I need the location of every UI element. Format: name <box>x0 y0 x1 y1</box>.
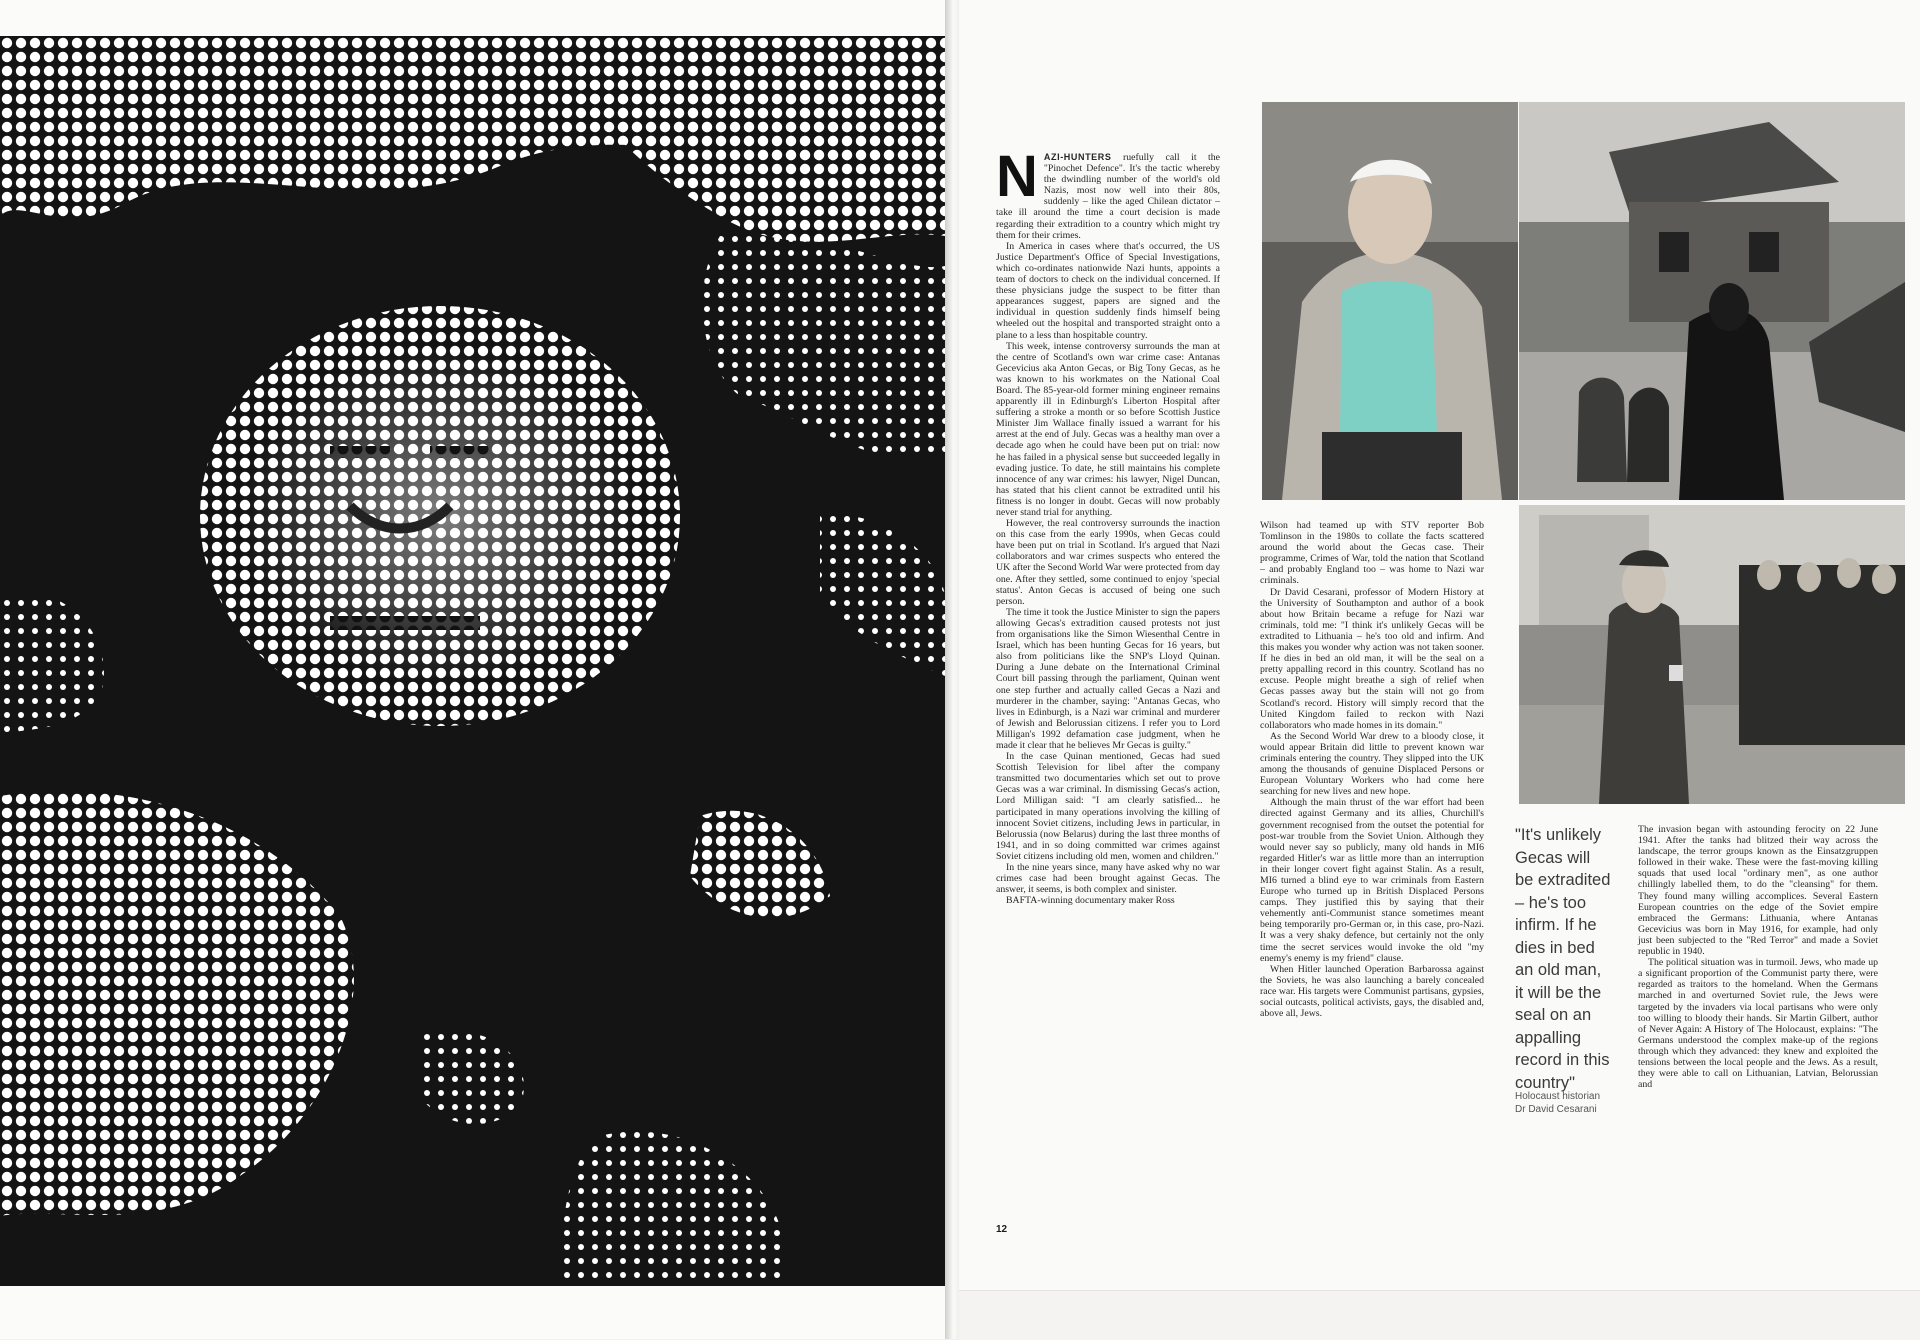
paragraph: The invasion began with astounding ferocity on 22 June 1941. After the tanks had blitzed their way across the landscape, the terror groups known as the Einsatzgruppen followed in their wake. These were the fast-moving killing squads that used local "ordinary men", as one author chillingly labelled them, to do the "cleansing" for them. They found many willing accomplices. Several Eastern European countries on the edge of the Soviet empire embraced the Germans: Lithuania, where Antanas Gecevicius was born in May 1916, for example, had only just been subjected to the "Red Terror" and made a Soviet republic in 1940. <box>1638 824 1878 958</box>
paragraph: As the Second World War drew to a bloody close, it would appear Britain did little to prevent known war criminals entering the country. They slipped into the UK among the thousands of genuine Displaced Persons or European Voluntary Workers who had come here searching for new lives and new hope. <box>1260 730 1484 798</box>
pull-quote-credit <box>1515 1090 1625 1116</box>
pull-quote-credit-role: Holocaust historian <box>1515 1091 1601 1102</box>
paragraph: Although the main thrust of the war effort had been directed against Germany and its allies, Churchill's government recognised from the outset the potential for post-war trouble from the Soviet Union. Although they would never say so publicly, many old hands in MI6 regarded Hitler's war as little more than an interruption in their longer covert fight against Stalin. As a result, MI6 turned a blind eye to war criminals from Eastern Europe who turned up in British Displaced Persons camps. They justified this by saying that their vehemently anti-Communist stance sometimes meant being temporarily pro-German or, in this case, pro-Nazi. It was a very shaky defence, but certainly not the only time the secret services would invoke the old "my enemy's enemy is my friend" clause. <box>1260 797 1484 964</box>
lead-in: AZI-HUNTERS <box>1043 152 1112 162</box>
article-column-1 <box>996 144 1220 1204</box>
pull-quote-credit-name: Dr David Cesarani <box>1515 1104 1597 1115</box>
article-column-3 <box>1638 824 1878 1214</box>
page-number: 12 <box>996 1224 1008 1235</box>
page-bottom-edge <box>959 1290 1920 1340</box>
paragraph: The political situation was in turmoil. Jews, who made up a significant proportion of the Communist party there, were regarded as traitors to the homeland. When the Germans marched in and overturned Soviet rule, the Jews were targeted by the invaders via local partisans who were only too willing to bloody their hands. Sir Martin Gilbert, author of Never Again: A History of The Holocaust, explains: "The Germans understood the complex make-up of the regions through which they advanced: they knew and exploited the tensions between the local people and the Jews. As a result, they were able to call on Lithuanian, Latvian, Belorussian and <box>1638 957 1878 1091</box>
halftone-photo <box>0 36 945 1286</box>
paragraph: In the case Quinan mentioned, Gecas had sued Scottish Television for libel after the company transmitted two documentaries which set out to prove Gecas was a war criminal. In dismissing Gecas's action, Lord Milligan said: "I am clearly satisfied... he participated in many operations involving the killing of innocent Soviet citizens, including Jews in particular, in Belorussia (now Belarus) during the last three months of 1941, and in so doing committed war crimes against Soviet citizens including old men, women and children." <box>996 751 1220 862</box>
photo-village-scene <box>1519 102 1905 500</box>
paragraph: Dr David Cesarani, professor of Modern History at the University of Southampton and author of a book about how Britain became a refuge for Nazi war criminals, told me: "I think it's unlikely Gecas will be extradited to Lithuania – he's too old and infirm. And this makes you wonder why action was not taken sooner. If he dies in bed an old man, it will be the seal on a pretty appalling record in this country. Scotland has no excuse. People might breathe a sigh of relief when Gecas passes away but the stain will not go from Scotland's record. History will simply record that the United Kingdom failed to reckon with Nazi collaborators who made homes in its domain." <box>1260 586 1484 731</box>
pull-quote: "It's unlikely Gecas will be extradited – he's too infirm. If he dies in bed an old man, it will be the seal on an appalling record in this country" <box>1515 826 1611 1092</box>
paragraph: ruefully call it the "Pinochet Defence". It's the tactic whereby the dwindling number of the world's old Nazis, most now well into their 80s, suddenly – like the aged Chilean dictator – take ill around the time a court decision is made regarding their extradition to a country which might try them for their crimes. <box>996 152 1220 241</box>
paragraph: The time it took the Justice Minister to sign the papers allowing Gecas's extradition caused protests not just from organisations like the Simon Wiesenthal Centre in Israel, which has been hunting Gecas for 16 years, but also from politicians like the SNP's Lloyd Quinan. During a June debate on the International Criminal Court bill passing through the parliament, Quinan went one step further and actually called Gecas a Nazi and murderer in the chamber, saying: "Antanas Gecas, who lives in Edinburgh, is a Nazi war criminal and murderer of Jewish and Belorussian citizens. I refer you to Lord Milligan's 1992 defamation case judgment, when he made it clear that he believes Mr Gecas is guilty." <box>996 606 1220 751</box>
paragraph: Wilson had teamed up with STV reporter Bob Tomlinson in the 1980s to collate the facts scattered around the world about the Gecas case. Their programme, Crimes of War, told the nation that Scotland – and probably England too – was home to Nazi war criminals. <box>1260 520 1484 587</box>
photo-elderly-man <box>1262 102 1518 500</box>
paragraph: When Hitler launched Operation Barbarossa against the Soviets, he was also launching a barely concealed race war. His targets were Communist partisans, gypsies, social outcasts, political activists, gays, the disabled and, above all, Jews. <box>1260 963 1484 1020</box>
paragraph: This week, intense controversy surrounds the man at the centre of Scotland's own war crime case: Antanas Gecevicius aka Anton Gecas, or Big Tony Gecas, as he was known to his workmates on the National Coal Board. The 85-year-old former mining engineer remains apparently ill in Edinburgh's Liberton Hospital after suffering a stroke a month or so before Scottish Justice Minister Jim Wallace finally issued a warrant for his arrest at the end of July. Gecas was a healthy man over a decade ago when he could have been put on trial: now he has failed in a physical sense but succeeded legally in evading justice. To date, he still maintains his complete innocence of any war crimes: his lawyer, Nigel Duncan, has stated that his client cannot be extradited until his fitness is no longer in doubt. Gecas will now probably never stand trial for anything. <box>996 340 1220 518</box>
photo-uniformed-man <box>1519 505 1905 804</box>
paragraph: In America in cases where that's occurred, the US Justice Department's Office of Special Investigations, which co-ordinates nationwide Nazi hunts, appoints a team of doctors to check on the individual concerned. If these physicians judge the suspect to be fitter than appearances suggest, papers are signed and the individual in question suddenly finds himself being wheeled out the hospital and transported straight onto a plane to a less than hospitable country. <box>996 240 1220 341</box>
paragraph: BAFTA-winning documentary maker Ross <box>1006 895 1175 907</box>
paragraph: However, the real controversy surrounds the inaction on this case from the early 1990s, when Gecas could have been put on trial in Scotland. It's argued that Nazi collaborators and war crimes suspects who entered the UK after the Second World War were protected from day one. After they settled, some continued to enjoy 'special status'. Anton Gecas is accused of being one such person. <box>996 518 1220 607</box>
paragraph: In the nine years since, many have asked why no war crimes case had been brought against Gecas. The answer, it seems, is both complex and sinister. <box>996 862 1220 896</box>
page-gutter <box>945 0 959 1339</box>
article-column-2 <box>1260 520 1484 1210</box>
left-page <box>0 0 950 1339</box>
drop-cap: N <box>996 144 1038 209</box>
